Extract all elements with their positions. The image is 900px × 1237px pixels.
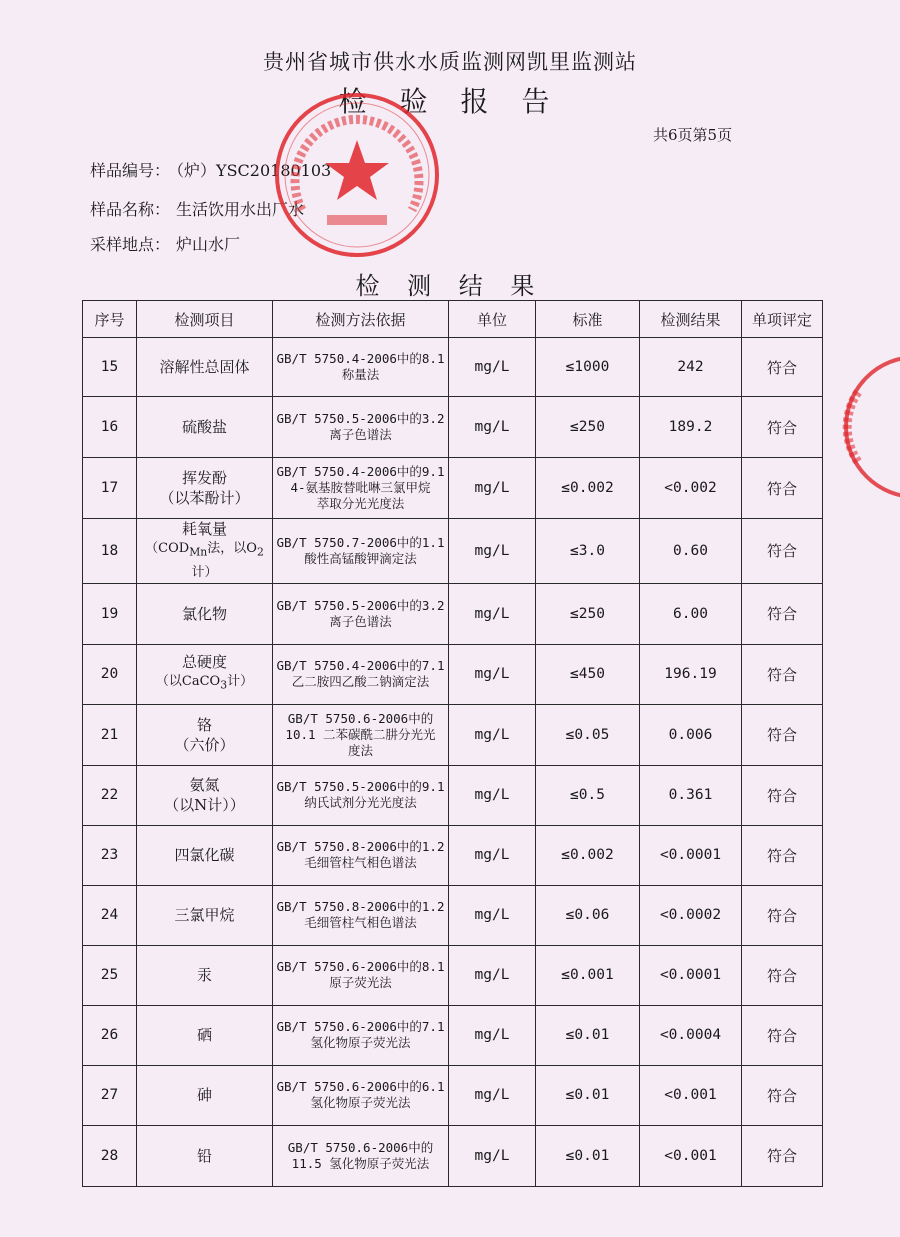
standard-cell: ≤450 <box>536 644 640 704</box>
standard-cell: ≤250 <box>536 583 640 644</box>
unit-cell: mg/L <box>449 1005 536 1065</box>
test-item-line: 铬 <box>196 715 212 734</box>
header-cell: 检测项目 <box>137 301 273 338</box>
sampling-location-value: 炉山水厂 <box>176 235 241 254</box>
header-cell: 单项评定 <box>742 301 823 338</box>
table-row <box>83 583 823 644</box>
unit-cell: mg/L <box>449 519 536 584</box>
test-method-cell <box>273 704 449 765</box>
test-method-line: 度法 <box>347 742 373 758</box>
standard-cell: ≤0.05 <box>536 704 640 765</box>
test-method-line: GB/T 5750.4-2006中的9.1 <box>276 464 445 479</box>
table-row <box>83 765 823 825</box>
test-method-line: GB/T 5750.6-2006中的7.1 <box>276 1019 445 1035</box>
table-row <box>83 945 823 1005</box>
test-method-cell <box>273 519 449 584</box>
test-method-line: 酸性高锰酸钾滴定法 <box>304 550 417 566</box>
test-method-line: GB/T 5750.6-2006中的 <box>287 710 434 726</box>
table-row <box>83 885 823 945</box>
unit-cell: mg/L <box>449 458 536 519</box>
test-item-line: （以苯酚计） <box>159 489 250 507</box>
test-item-cell <box>137 1125 273 1186</box>
row-number-cell: 27 <box>83 1065 137 1125</box>
test-method-cell <box>273 397 449 458</box>
test-item-line: 氯化物 <box>181 604 227 623</box>
test-method-line: 离子色谱法 <box>329 613 392 629</box>
verdict-cell: 符合 <box>742 397 823 458</box>
test-method-line: GB/T 5750.6-2006中的8.1 <box>276 959 445 975</box>
standard-cell: ≤0.01 <box>536 1005 640 1065</box>
unit-cell: mg/L <box>449 338 536 397</box>
test-item-cell <box>137 1065 273 1125</box>
sample-name-value: 生活饮用水出厂水 <box>176 200 305 219</box>
test-method-cell <box>273 583 449 644</box>
standard-cell: ≤1000 <box>536 338 640 397</box>
row-number-cell: 15 <box>83 338 137 397</box>
page-info: 共6页第5页 <box>653 126 733 144</box>
unit-cell: mg/L <box>449 704 536 765</box>
test-item-cell <box>137 338 273 397</box>
verdict-cell: 符合 <box>742 765 823 825</box>
test-method-line: 氢化物原子荧光法 <box>310 1095 411 1111</box>
test-method-line: 毛细管柱气相色谱法 <box>304 915 417 931</box>
test-item-line: 硫酸盐 <box>181 418 227 436</box>
test-method-line: GB/T 5750.6-2006中的 <box>287 1139 434 1155</box>
row-number-cell: 26 <box>83 1005 137 1065</box>
test-item-line: 耗氧量 <box>181 520 227 538</box>
table-row <box>83 458 823 519</box>
test-method-line: GB/T 5750.6-2006中的6.1 <box>276 1079 445 1095</box>
standard-cell: ≤250 <box>536 397 640 458</box>
official-seal-icon <box>272 90 442 260</box>
test-item-line: （以CaCO$_3$计） <box>155 674 254 692</box>
unit-cell: mg/L <box>449 945 536 1005</box>
test-method-cell <box>273 644 449 704</box>
table-row <box>83 397 823 458</box>
test-method-line: 称量法 <box>341 367 380 382</box>
test-item-cell <box>137 945 273 1005</box>
result-cell: 242 <box>640 338 742 397</box>
row-number-cell: 24 <box>83 885 137 945</box>
test-method-line: 离子色谱法 <box>329 427 392 442</box>
test-method-line: GB/T 5750.4-2006中的7.1 <box>276 658 445 674</box>
verdict-cell: 符合 <box>742 458 823 519</box>
verdict-cell: 符合 <box>742 519 823 584</box>
report-title: 检 验 报 告 <box>338 85 562 118</box>
test-method-cell <box>273 1065 449 1125</box>
test-method-cell <box>273 338 449 397</box>
unit-cell: mg/L <box>449 765 536 825</box>
standard-cell: ≤0.01 <box>536 1125 640 1186</box>
verdict-cell: 符合 <box>742 644 823 704</box>
table-row <box>83 644 823 704</box>
test-item-cell <box>137 1005 273 1065</box>
test-method-line: 4-氨基胺替吡啉三氯甲烷 <box>290 480 431 495</box>
test-method-line: GB/T 5750.5-2006中的9.1 <box>276 779 445 795</box>
row-number-cell: 28 <box>83 1125 137 1186</box>
unit-cell: mg/L <box>449 825 536 885</box>
test-method-line: 11.5 氢化物原子荧光法 <box>291 1155 430 1171</box>
result-cell: 0.60 <box>640 519 742 584</box>
standard-cell: ≤3.0 <box>536 519 640 584</box>
table-row <box>83 519 823 584</box>
sampling-location-row <box>90 232 240 255</box>
row-number-cell: 23 <box>83 825 137 885</box>
result-cell: <0.0002 <box>640 885 742 945</box>
row-number-cell: 16 <box>83 397 137 458</box>
standard-cell: ≤0.01 <box>536 1065 640 1125</box>
standard-cell: ≤0.06 <box>536 885 640 945</box>
unit-cell: mg/L <box>449 644 536 704</box>
verdict-cell: 符合 <box>742 338 823 397</box>
result-cell: 6.00 <box>640 583 742 644</box>
verdict-cell: 符合 <box>742 825 823 885</box>
test-item-line: （以N计）） <box>164 796 245 815</box>
sample-number-label: 样品编号： <box>90 161 171 180</box>
table-row <box>83 825 823 885</box>
test-item-line: 砷 <box>196 1086 212 1105</box>
test-item-line: 汞 <box>196 966 212 985</box>
unit-cell: mg/L <box>449 1125 536 1186</box>
row-number-cell: 25 <box>83 945 137 1005</box>
header-cell: 检测方法依据 <box>273 301 449 338</box>
verdict-cell: 符合 <box>742 1065 823 1125</box>
row-number-cell: 22 <box>83 765 137 825</box>
test-item-line: 铅 <box>196 1146 212 1165</box>
result-cell: 189.2 <box>640 397 742 458</box>
result-cell: 0.006 <box>640 704 742 765</box>
result-cell: 196.19 <box>640 644 742 704</box>
verdict-cell: 符合 <box>742 1005 823 1065</box>
test-item-line: 四氯化碳 <box>174 846 235 865</box>
test-method-cell <box>273 1005 449 1065</box>
test-method-cell <box>273 765 449 825</box>
test-item-line: 硒 <box>196 1026 212 1045</box>
standard-cell: ≤0.002 <box>536 458 640 519</box>
verdict-cell: 符合 <box>742 885 823 945</box>
result-cell: <0.001 <box>640 1065 742 1125</box>
header-cell: 序号 <box>83 301 137 338</box>
test-item-cell <box>137 704 273 765</box>
table-row <box>83 338 823 397</box>
test-item-cell <box>137 397 273 458</box>
table-row <box>83 1065 823 1125</box>
row-number-cell: 19 <box>83 583 137 644</box>
test-method-line: GB/T 5750.8-2006中的1.2 <box>276 899 445 915</box>
test-method-cell <box>273 945 449 1005</box>
test-item-line: 总硬度 <box>181 653 227 672</box>
verdict-cell: 符合 <box>742 1125 823 1186</box>
standard-cell: ≤0.5 <box>536 765 640 825</box>
unit-cell: mg/L <box>449 583 536 644</box>
row-number-cell: 18 <box>83 519 137 584</box>
test-method-line: 10.1 二苯碳酰二肼分光光 <box>285 726 436 742</box>
row-number-cell: 17 <box>83 458 137 519</box>
test-item-cell <box>137 519 273 584</box>
result-cell: <0.001 <box>640 1125 742 1186</box>
test-method-line: GB/T 5750.7-2006中的1.1 <box>276 534 445 550</box>
results-title: 检 测 结 果 <box>355 272 545 300</box>
test-item-cell <box>137 583 273 644</box>
verdict-cell: 符合 <box>742 583 823 644</box>
result-cell: <0.0001 <box>640 825 742 885</box>
result-cell: <0.0004 <box>640 1005 742 1065</box>
test-item-line: 挥发酚 <box>181 469 227 487</box>
test-item-cell <box>137 765 273 825</box>
sample-number-value: （炉）YSC20180103 <box>176 161 332 180</box>
test-method-line: 纳氏试剂分光光度法 <box>304 795 417 811</box>
result-cell: <0.0001 <box>640 945 742 1005</box>
verdict-cell: 符合 <box>742 704 823 765</box>
test-method-line: 原子荧光法 <box>329 975 392 991</box>
result-cell: <0.002 <box>640 458 742 519</box>
test-item-line: 溶解性总固体 <box>159 358 250 376</box>
test-method-line: GB/T 5750.4-2006中的8.1 <box>276 351 445 366</box>
row-number-cell: 20 <box>83 644 137 704</box>
test-item-cell <box>137 825 273 885</box>
test-method-cell <box>273 885 449 945</box>
test-method-line: 氢化物原子荧光法 <box>310 1035 411 1051</box>
table-row <box>83 704 823 765</box>
test-method-line: 乙二胺四乙酸二钠滴定法 <box>291 674 430 690</box>
unit-cell: mg/L <box>449 1065 536 1125</box>
test-item-cell <box>137 644 273 704</box>
test-item-line: 氨氮 <box>189 776 220 795</box>
partial-seal-icon <box>838 352 900 502</box>
sample-name-label: 样品名称： <box>90 200 171 219</box>
results-table <box>82 300 823 1187</box>
test-item-cell <box>137 458 273 519</box>
table-header-row <box>83 301 823 338</box>
header-cell: 标准 <box>536 301 640 338</box>
test-method-line: 萃取分光光度法 <box>316 496 405 511</box>
test-method-line: GB/T 5750.5-2006中的3.2 <box>276 411 445 426</box>
test-item-line: 三氯甲烷 <box>174 906 235 925</box>
test-method-cell <box>273 825 449 885</box>
verdict-cell: 符合 <box>742 945 823 1005</box>
header-cell: 单位 <box>449 301 536 338</box>
test-method-line: GB/T 5750.5-2006中的3.2 <box>276 597 445 613</box>
row-number-cell: 21 <box>83 704 137 765</box>
standard-cell: ≤0.001 <box>536 945 640 1005</box>
standard-cell: ≤0.002 <box>536 825 640 885</box>
unit-cell: mg/L <box>449 397 536 458</box>
sampling-location-label: 采样地点： <box>90 235 171 254</box>
test-method-cell <box>273 1125 449 1186</box>
test-method-line: GB/T 5750.8-2006中的1.2 <box>276 839 445 855</box>
test-method-line: 毛细管柱气相色谱法 <box>304 855 417 871</box>
test-item-line: （六价） <box>174 735 235 754</box>
unit-cell: mg/L <box>449 885 536 945</box>
result-cell: 0.361 <box>640 765 742 825</box>
test-item-line: （$COD_{Mn}$法，以$O_2$计） <box>145 541 264 580</box>
test-item-cell <box>137 885 273 945</box>
table-row <box>83 1005 823 1065</box>
table-row <box>83 1125 823 1186</box>
test-method-cell <box>273 458 449 519</box>
organization-title: 贵州省城市供水水质监测网凯里监测站 <box>263 50 637 74</box>
header-cell: 检测结果 <box>640 301 742 338</box>
